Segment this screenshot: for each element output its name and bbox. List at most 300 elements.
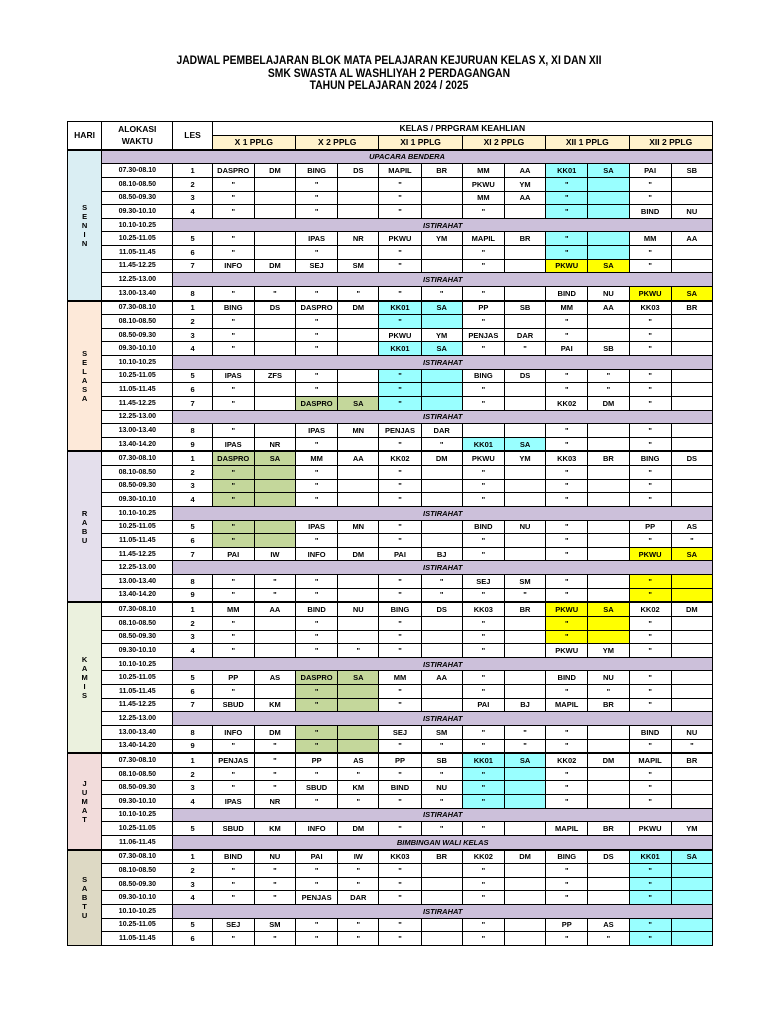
subject-cell: " bbox=[379, 259, 421, 273]
teacher-cell bbox=[671, 466, 712, 480]
teacher-cell bbox=[504, 396, 545, 410]
teacher-cell: BR bbox=[588, 698, 629, 712]
schedule-row bbox=[68, 547, 713, 561]
subject-cell: " bbox=[379, 877, 421, 891]
subject-cell: " bbox=[296, 795, 338, 809]
subject-cell: " bbox=[462, 767, 504, 781]
subject-cell: SBUD bbox=[212, 822, 254, 836]
subject-cell: " bbox=[212, 342, 254, 356]
subject-cell: KK01 bbox=[629, 850, 671, 864]
subject-cell: " bbox=[212, 767, 254, 781]
subject-cell: PENJAS bbox=[212, 753, 254, 767]
teacher-cell: YM bbox=[421, 328, 462, 342]
teacher-cell: DAR bbox=[338, 891, 379, 905]
subject-cell: " bbox=[212, 466, 254, 480]
day-label bbox=[68, 451, 102, 602]
subject-cell: " bbox=[296, 685, 338, 699]
teacher-cell: SB bbox=[504, 301, 545, 315]
subject-cell: " bbox=[462, 739, 504, 753]
time-slot: 10.10-10.25 bbox=[102, 356, 173, 370]
teacher-cell bbox=[504, 479, 545, 493]
subject-cell: MAPIL bbox=[546, 698, 588, 712]
time-slot: 09.30-10.10 bbox=[102, 342, 173, 356]
les-number: 4 bbox=[173, 795, 212, 809]
teacher-cell: MN bbox=[338, 424, 379, 438]
schedule-row bbox=[68, 905, 713, 919]
les-number: 5 bbox=[173, 671, 212, 685]
teacher-cell bbox=[338, 588, 379, 602]
subject-cell: KK02 bbox=[546, 753, 588, 767]
subject-cell: " bbox=[462, 246, 504, 260]
teacher-cell bbox=[588, 205, 629, 219]
les-number: 3 bbox=[173, 630, 212, 644]
teacher-cell: AS bbox=[254, 671, 295, 685]
teacher-cell: " bbox=[421, 739, 462, 753]
teacher-cell bbox=[504, 864, 545, 878]
teacher-cell: " bbox=[671, 534, 712, 548]
time-slot: 13.00-13.40 bbox=[102, 286, 173, 300]
time-slot: 12.25-13.00 bbox=[102, 712, 173, 726]
subject-cell: PKWU bbox=[379, 328, 421, 342]
teacher-cell: " bbox=[421, 286, 462, 300]
schedule-row bbox=[68, 286, 713, 300]
subject-cell: " bbox=[296, 246, 338, 260]
subject-cell: " bbox=[629, 864, 671, 878]
schedule-row bbox=[68, 835, 713, 849]
subject-cell: DASPRO bbox=[212, 164, 254, 178]
subject-cell: " bbox=[629, 644, 671, 658]
teacher-cell bbox=[338, 479, 379, 493]
teacher-cell: " bbox=[588, 685, 629, 699]
teacher-cell bbox=[671, 191, 712, 205]
subject-cell: " bbox=[629, 767, 671, 781]
teacher-cell: AA bbox=[588, 301, 629, 315]
teacher-cell bbox=[254, 328, 295, 342]
teacher-cell: SA bbox=[421, 301, 462, 315]
subject-cell: " bbox=[629, 671, 671, 685]
time-slot: 13.40-14.20 bbox=[102, 739, 173, 753]
subject-cell: " bbox=[212, 520, 254, 534]
teacher-cell bbox=[671, 795, 712, 809]
subject-cell: " bbox=[629, 534, 671, 548]
les-number: 1 bbox=[173, 602, 212, 616]
subject-cell: " bbox=[462, 479, 504, 493]
band-row: ISTIRAHAT bbox=[173, 657, 713, 671]
subject-cell: " bbox=[212, 286, 254, 300]
subject-cell: " bbox=[462, 342, 504, 356]
teacher-cell bbox=[588, 739, 629, 753]
teacher-cell bbox=[504, 547, 545, 561]
subject-cell: " bbox=[379, 795, 421, 809]
time-slot: 08.10-08.50 bbox=[102, 466, 173, 480]
teacher-cell: " bbox=[421, 822, 462, 836]
time-slot: 07.30-08.10 bbox=[102, 301, 173, 315]
subject-cell: " bbox=[379, 644, 421, 658]
subject-cell: " bbox=[546, 534, 588, 548]
subject-cell: PKWU bbox=[462, 177, 504, 191]
schedule-row bbox=[68, 315, 713, 329]
subject-cell: " bbox=[462, 466, 504, 480]
subject-cell: " bbox=[212, 891, 254, 905]
teacher-cell bbox=[504, 246, 545, 260]
subject-cell: PP bbox=[212, 671, 254, 685]
teacher-cell: " bbox=[338, 644, 379, 658]
teacher-cell: SB bbox=[671, 164, 712, 178]
teacher-cell bbox=[504, 795, 545, 809]
band-row: ISTIRAHAT bbox=[173, 808, 713, 822]
schedule-row bbox=[68, 588, 713, 602]
les-number: 7 bbox=[173, 698, 212, 712]
time-slot: 07.30-08.10 bbox=[102, 850, 173, 864]
teacher-cell bbox=[421, 315, 462, 329]
teacher-cell bbox=[671, 383, 712, 397]
day-label bbox=[68, 301, 102, 452]
subject-cell bbox=[462, 424, 504, 438]
teacher-cell bbox=[588, 479, 629, 493]
teacher-cell bbox=[421, 520, 462, 534]
teacher-cell: NU bbox=[504, 520, 545, 534]
schedule-row bbox=[68, 479, 713, 493]
schedule-row bbox=[68, 630, 713, 644]
subject-cell: " bbox=[296, 369, 338, 383]
class-header: X 1 PPLG bbox=[212, 135, 295, 150]
teacher-cell: SA bbox=[588, 164, 629, 178]
teacher-cell bbox=[504, 671, 545, 685]
time-slot: 13.40-14.20 bbox=[102, 588, 173, 602]
les-number: 4 bbox=[173, 493, 212, 507]
teacher-cell bbox=[338, 383, 379, 397]
subject-cell: " bbox=[462, 877, 504, 891]
subject-cell: " bbox=[212, 616, 254, 630]
teacher-cell: NR bbox=[254, 795, 295, 809]
subject-cell: BING bbox=[629, 451, 671, 465]
subject-cell: " bbox=[546, 232, 588, 246]
subject-cell: MM bbox=[462, 191, 504, 205]
les-number: 4 bbox=[173, 342, 212, 356]
teacher-cell: " bbox=[588, 932, 629, 946]
subject-cell: INFO bbox=[212, 725, 254, 739]
time-slot: 09.30-10.10 bbox=[102, 493, 173, 507]
teacher-cell bbox=[421, 369, 462, 383]
teacher-cell bbox=[254, 177, 295, 191]
schedule-row bbox=[68, 410, 713, 424]
subject-cell: " bbox=[629, 795, 671, 809]
subject-cell: " bbox=[462, 588, 504, 602]
subject-cell: INFO bbox=[296, 822, 338, 836]
subject-cell: KK03 bbox=[462, 602, 504, 616]
subject-cell: SEJ bbox=[212, 918, 254, 932]
les-number: 8 bbox=[173, 286, 212, 300]
teacher-cell: DM bbox=[254, 164, 295, 178]
teacher-cell bbox=[588, 795, 629, 809]
subject-cell: " bbox=[629, 466, 671, 480]
teacher-cell: AA bbox=[421, 671, 462, 685]
les-number: 3 bbox=[173, 877, 212, 891]
les-number: 8 bbox=[173, 424, 212, 438]
les-number: 6 bbox=[173, 932, 212, 946]
band-row: ISTIRAHAT bbox=[173, 356, 713, 370]
schedule-row bbox=[68, 369, 713, 383]
band-row: ISTIRAHAT bbox=[173, 561, 713, 575]
subject-cell: " bbox=[629, 630, 671, 644]
les-number: 6 bbox=[173, 246, 212, 260]
les-number: 2 bbox=[173, 767, 212, 781]
subject-cell: KK02 bbox=[629, 602, 671, 616]
band-row: BIMBINGAN WALI KELAS bbox=[173, 835, 713, 849]
teacher-cell bbox=[504, 286, 545, 300]
teacher-cell bbox=[588, 232, 629, 246]
teacher-cell: " bbox=[254, 932, 295, 946]
teacher-cell bbox=[421, 877, 462, 891]
schedule-row bbox=[68, 795, 713, 809]
teacher-cell: DS bbox=[588, 850, 629, 864]
subject-cell: KK02 bbox=[546, 396, 588, 410]
teacher-cell bbox=[671, 877, 712, 891]
teacher-cell bbox=[588, 466, 629, 480]
subject-cell: " bbox=[462, 644, 504, 658]
schedule-row bbox=[68, 150, 713, 164]
teacher-cell: " bbox=[254, 877, 295, 891]
subject-cell: PP bbox=[296, 753, 338, 767]
subject-cell: SEJ bbox=[379, 725, 421, 739]
schedule-row bbox=[68, 753, 713, 767]
teacher-cell: NU bbox=[671, 205, 712, 219]
subject-cell: " bbox=[546, 575, 588, 589]
teacher-cell bbox=[421, 932, 462, 946]
class-header: XI 1 PPLG bbox=[379, 135, 462, 150]
schedule-row bbox=[68, 644, 713, 658]
subject-cell: PENJAS bbox=[296, 891, 338, 905]
les-number: 4 bbox=[173, 644, 212, 658]
schedule-row bbox=[68, 301, 713, 315]
teacher-cell: NU bbox=[338, 602, 379, 616]
teacher-cell: " bbox=[338, 918, 379, 932]
teacher-cell bbox=[671, 424, 712, 438]
schedule-row bbox=[68, 273, 713, 287]
schedule-row bbox=[68, 259, 713, 273]
subject-cell: SEJ bbox=[462, 575, 504, 589]
subject-cell: KK03 bbox=[379, 850, 421, 864]
time-slot: 09.30-10.10 bbox=[102, 205, 173, 219]
subject-cell: " bbox=[629, 685, 671, 699]
teacher-cell: NR bbox=[338, 232, 379, 246]
subject-cell: " bbox=[296, 479, 338, 493]
subject-cell: MAPIL bbox=[546, 822, 588, 836]
teacher-cell bbox=[338, 685, 379, 699]
schedule-row bbox=[68, 891, 713, 905]
subject-cell: INFO bbox=[296, 547, 338, 561]
subject-cell: " bbox=[296, 177, 338, 191]
teacher-cell bbox=[421, 918, 462, 932]
teacher-cell bbox=[254, 246, 295, 260]
subject-cell: BIND bbox=[629, 725, 671, 739]
teacher-cell bbox=[588, 534, 629, 548]
time-slot: 10.25-11.05 bbox=[102, 918, 173, 932]
teacher-cell: " bbox=[504, 725, 545, 739]
teacher-cell bbox=[421, 205, 462, 219]
teacher-cell bbox=[588, 437, 629, 451]
subject-cell: " bbox=[462, 932, 504, 946]
subject-cell: " bbox=[462, 795, 504, 809]
subject-cell: " bbox=[296, 383, 338, 397]
schedule-row bbox=[68, 602, 713, 616]
subject-cell: BIND bbox=[462, 520, 504, 534]
subject-cell: " bbox=[212, 685, 254, 699]
subject-cell: " bbox=[629, 328, 671, 342]
les-number: 3 bbox=[173, 191, 212, 205]
teacher-cell: " bbox=[254, 891, 295, 905]
les-number: 8 bbox=[173, 575, 212, 589]
schedule-row bbox=[68, 822, 713, 836]
teacher-cell: YM bbox=[671, 822, 712, 836]
subject-cell: " bbox=[296, 877, 338, 891]
teacher-cell bbox=[588, 891, 629, 905]
teacher-cell: " bbox=[338, 932, 379, 946]
subject-cell: " bbox=[212, 191, 254, 205]
teacher-cell bbox=[338, 437, 379, 451]
teacher-cell: YM bbox=[421, 232, 462, 246]
band-row: ISTIRAHAT bbox=[173, 905, 713, 919]
teacher-cell: AS bbox=[588, 918, 629, 932]
subject-cell: " bbox=[379, 575, 421, 589]
subject-cell: PP bbox=[629, 520, 671, 534]
schedule-row bbox=[68, 808, 713, 822]
teacher-cell bbox=[254, 685, 295, 699]
subject-cell: " bbox=[629, 918, 671, 932]
subject-cell: INFO bbox=[212, 259, 254, 273]
subject-cell: " bbox=[379, 383, 421, 397]
teacher-cell bbox=[671, 588, 712, 602]
subject-cell: " bbox=[546, 877, 588, 891]
day-name: J U M A T bbox=[81, 778, 88, 824]
teacher-cell bbox=[421, 630, 462, 644]
teacher-cell bbox=[671, 259, 712, 273]
schedule-row bbox=[68, 424, 713, 438]
teacher-cell: " bbox=[421, 437, 462, 451]
subject-cell: KK02 bbox=[462, 850, 504, 864]
subject-cell: " bbox=[379, 369, 421, 383]
teacher-cell: " bbox=[254, 286, 295, 300]
band-row: ISTIRAHAT bbox=[173, 506, 713, 520]
class-header: XII 2 PPLG bbox=[629, 135, 713, 150]
subject-cell: " bbox=[296, 328, 338, 342]
subject-cell: " bbox=[629, 424, 671, 438]
subject-cell: " bbox=[379, 616, 421, 630]
subject-cell: " bbox=[629, 396, 671, 410]
teacher-cell: BR bbox=[588, 822, 629, 836]
subject-cell: " bbox=[546, 493, 588, 507]
subject-cell: " bbox=[629, 493, 671, 507]
schedule-row bbox=[68, 685, 713, 699]
teacher-cell bbox=[338, 575, 379, 589]
subject-cell: " bbox=[629, 891, 671, 905]
schedule-row bbox=[68, 712, 713, 726]
time-slot: 11.45-12.25 bbox=[102, 396, 173, 410]
time-slot: 08.50-09.30 bbox=[102, 479, 173, 493]
subject-cell: " bbox=[629, 698, 671, 712]
teacher-cell bbox=[338, 466, 379, 480]
teacher-cell: DS bbox=[254, 301, 295, 315]
schedule-row bbox=[68, 520, 713, 534]
subject-cell: " bbox=[546, 246, 588, 260]
teacher-cell: SA bbox=[254, 451, 295, 465]
subject-cell: " bbox=[296, 932, 338, 946]
teacher-cell bbox=[254, 534, 295, 548]
les-number: 1 bbox=[173, 753, 212, 767]
schedule-row bbox=[68, 575, 713, 589]
teacher-cell: " bbox=[504, 739, 545, 753]
subject-cell: BIND bbox=[212, 850, 254, 864]
subject-cell: DASPRO bbox=[296, 301, 338, 315]
time-slot: 10.10-10.25 bbox=[102, 905, 173, 919]
subject-cell: " bbox=[462, 383, 504, 397]
teacher-cell: NU bbox=[588, 286, 629, 300]
subject-cell: " bbox=[546, 437, 588, 451]
teacher-cell bbox=[338, 177, 379, 191]
les-number: 6 bbox=[173, 383, 212, 397]
subject-cell: " bbox=[629, 932, 671, 946]
teacher-cell bbox=[671, 396, 712, 410]
teacher-cell bbox=[421, 259, 462, 273]
subject-cell: MM bbox=[546, 301, 588, 315]
subject-cell: " bbox=[546, 369, 588, 383]
subject-cell: PP bbox=[546, 918, 588, 932]
teacher-cell bbox=[254, 191, 295, 205]
teacher-cell: AA bbox=[671, 232, 712, 246]
teacher-cell: SA bbox=[504, 437, 545, 451]
teacher-cell bbox=[671, 932, 712, 946]
subject-cell: PKWU bbox=[546, 259, 588, 273]
teacher-cell: SA bbox=[338, 671, 379, 685]
time-slot: 07.30-08.10 bbox=[102, 451, 173, 465]
teacher-cell bbox=[504, 781, 545, 795]
teacher-cell bbox=[588, 424, 629, 438]
les-number: 2 bbox=[173, 315, 212, 329]
teacher-cell bbox=[254, 630, 295, 644]
teacher-cell: DS bbox=[338, 164, 379, 178]
subject-cell: " bbox=[212, 534, 254, 548]
subject-cell: " bbox=[546, 588, 588, 602]
day-name: S E N I N bbox=[81, 202, 88, 248]
subject-cell: " bbox=[379, 698, 421, 712]
teacher-cell: " bbox=[254, 767, 295, 781]
les-number: 1 bbox=[173, 301, 212, 315]
teacher-cell bbox=[671, 918, 712, 932]
teacher-cell: SA bbox=[671, 547, 712, 561]
subject-cell: " bbox=[379, 493, 421, 507]
teacher-cell: IW bbox=[338, 850, 379, 864]
subject-cell: " bbox=[546, 616, 588, 630]
teacher-cell bbox=[504, 259, 545, 273]
schedule-row bbox=[68, 356, 713, 370]
schedule-row bbox=[68, 177, 713, 191]
time-slot: 11.45-12.25 bbox=[102, 259, 173, 273]
teacher-cell bbox=[254, 205, 295, 219]
teacher-cell: AS bbox=[338, 753, 379, 767]
class-header: X 2 PPLG bbox=[296, 135, 379, 150]
subject-cell: " bbox=[212, 877, 254, 891]
day-label bbox=[68, 850, 102, 946]
teacher-cell bbox=[504, 424, 545, 438]
les-number: 9 bbox=[173, 588, 212, 602]
les-number: 3 bbox=[173, 328, 212, 342]
time-slot: 09.30-10.10 bbox=[102, 891, 173, 905]
class-header: XI 2 PPLG bbox=[462, 135, 545, 150]
subject-cell: " bbox=[379, 191, 421, 205]
teacher-cell: " bbox=[588, 369, 629, 383]
time-slot: 08.50-09.30 bbox=[102, 328, 173, 342]
teacher-cell bbox=[421, 644, 462, 658]
